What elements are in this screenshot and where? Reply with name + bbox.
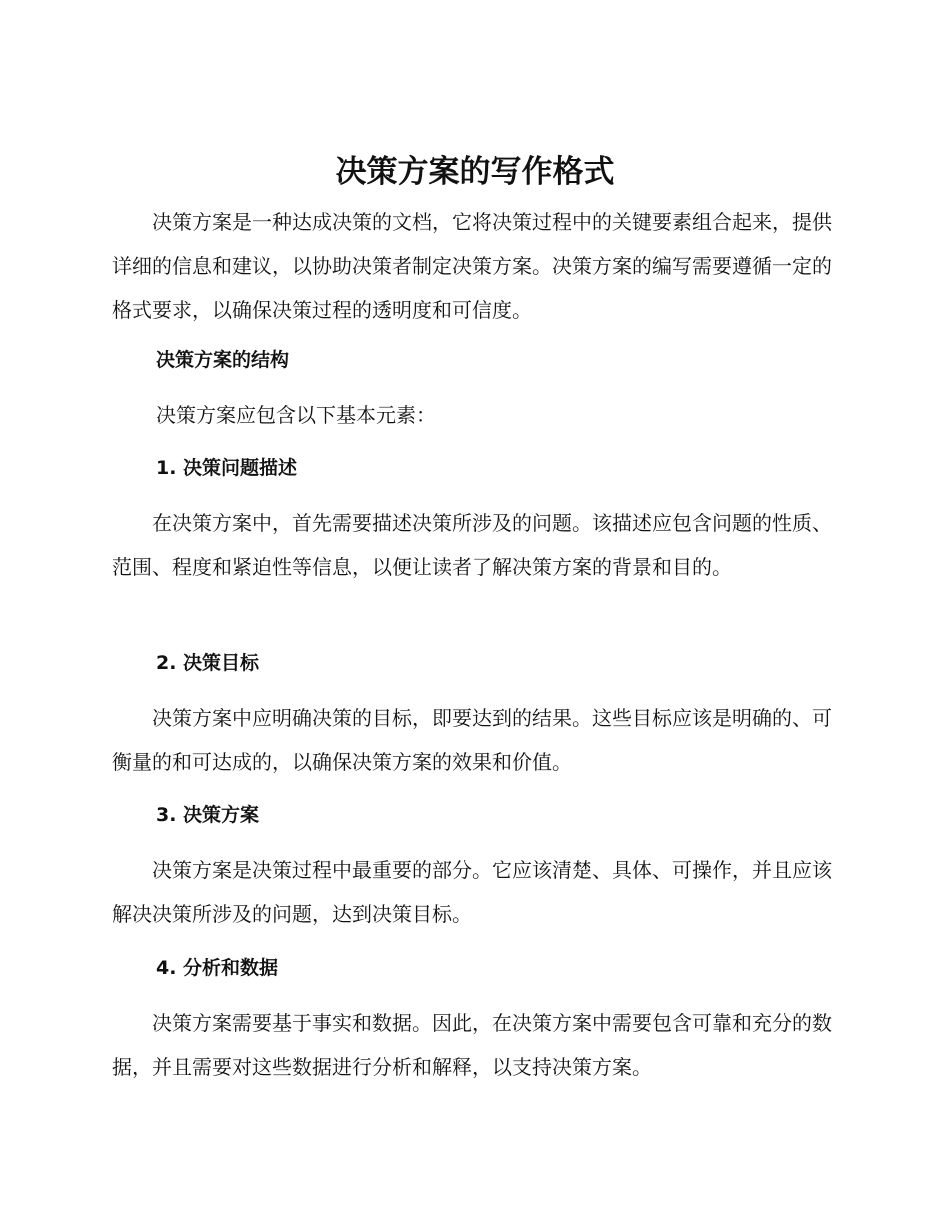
section-heading-2: 2. 决策目标 bbox=[156, 652, 260, 674]
section-body-1: 在决策方案中，首先需要描述决策所涉及的问题。该描述应包含问题的性质、范围、程度和紧迫性等信息，以便让读者了解决策方案的背景和目的。 bbox=[112, 511, 832, 579]
section-heading-3: 3. 决策方案 bbox=[156, 804, 260, 826]
structure-lead: 决策方案应包含以下基本元素： bbox=[156, 403, 436, 427]
section-heading-1: 1. 决策问题描述 bbox=[156, 457, 298, 479]
section-heading-4: 4. 分析和数据 bbox=[156, 957, 279, 979]
structure-heading: 决策方案的结构 bbox=[156, 349, 290, 371]
document-title: 决策方案的写作格式 bbox=[335, 154, 615, 190]
intro-paragraph: 决策方案是一种达成决策的文档，它将决策过程中的关键要素组合起来，提供详细的信息和建议，以协助决策者制定决策方案。决策方案的编写需要遵循一定的格式要求，以确保决策过程的透明度和可信度。 bbox=[112, 210, 832, 322]
section-body-4: 决策方案需要基于事实和数据。因此，在决策方案中需要包含可靠和充分的数据，并且需要对这些数据进行分析和解释，以支持决策方案。 bbox=[112, 1011, 832, 1079]
section-body-2: 决策方案中应明确决策的目标，即要达到的结果。这些目标应该是明确的、可衡量的和可达成的，以确保决策方案的效果和价值。 bbox=[112, 706, 832, 774]
section-body-3: 决策方案是决策过程中最重要的部分。它应该清楚、具体、可操作，并且应该解决决策所涉及的问题，达到决策目标。 bbox=[112, 858, 832, 926]
